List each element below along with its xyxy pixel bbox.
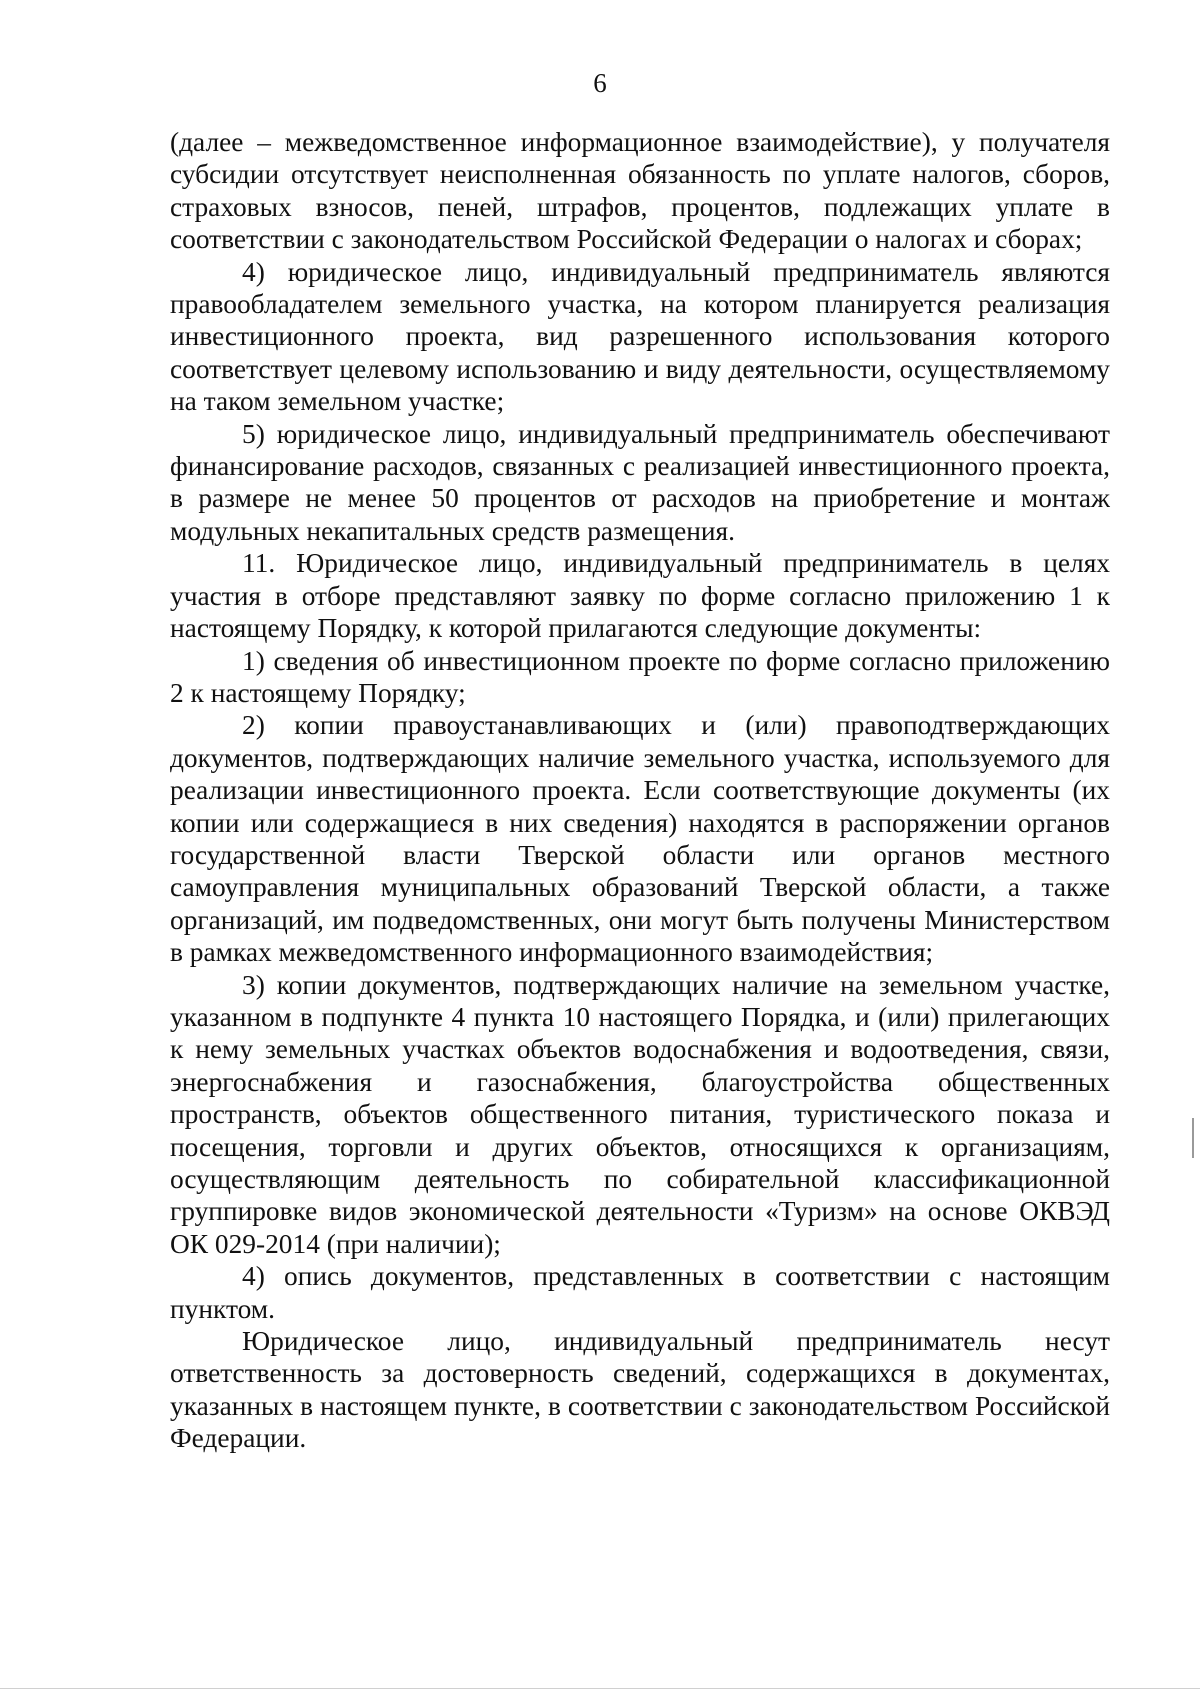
paragraph-item-5-financing: 5) юридическое лицо, индивидуальный предприниматель обеспечивают финансирование расходов, связанных с реализацией инвестиционного проекта, в размере не менее 50 процентов от расходов на приобретение и монтаж модульных некапитальных средств размещения. bbox=[170, 418, 1110, 546]
paragraph-responsibility: Юридическое лицо, индивидуальный предприниматель несут ответственность за достоверность сведений, содержащихся в документах, указанных в настоящем пункте, в соответствии с законодательством Российской Федерации. bbox=[170, 1326, 1110, 1454]
paragraph-doc-2-land-documents: 2) копии правоустанавливающих и (или) правоподтверждающих документов, подтверждающих наличие земельного участка, используемого для реализации инвестиционного проекта. Если соответствующие документы (их копии или содержащиеся в них сведения) находятся в распоряжении органов государственной власти Тверской области или органов местного самоуправления муниципальных образований Тверской области, а также организаций, им подведомственных, они могут быть получены Министерством в рамках межведомственного информационного взаимодействия; bbox=[170, 710, 1110, 968]
paragraph-doc-3-infrastructure: 3) копии документов, подтверждающих наличие на земельном участке, указанном в подпункте 4 пункта 10 настоящего Порядка, и (или) прилегающих к нему земельных участках объектов водоснабжения и водоотведения, связи, энергоснабжения и газоснабжения, благоустройства общественных пространств, объектов общественного питания, туристического показа и посещения, торговли и других объектов, относящихся к организациям, осуществляющим деятельность по собирательной классификационной группировке видов экономической деятельности «Туризм» на основе ОКВЭД ОК 029-2014 (при наличии); bbox=[170, 969, 1110, 1259]
document-body bbox=[170, 126, 1110, 1455]
paragraph-clause-11: 11. Юридическое лицо, индивидуальный предприниматель в целях участия в отборе представляют заявку по форме согласно приложению 1 к настоящему Порядку, к которой прилагаются следующие документы: bbox=[170, 548, 1110, 644]
scan-bottom-edge bbox=[0, 1688, 1200, 1689]
paragraph-item-4-land-rights: 4) юридическое лицо, индивидуальный предприниматель являются правообладателем земельного участка, на котором планируется реализация инвестиционного проекта, вид разрешенного использования которого соответствует целевому использованию и виду деятельности, осуществляемому на таком земельном участке; bbox=[170, 256, 1110, 417]
scan-edge-mark bbox=[1192, 1118, 1194, 1158]
page-number: 6 bbox=[593, 68, 607, 98]
paragraph-doc-1-project-info: 1) сведения об инвестиционном проекте по форме согласно приложению 2 к настоящему Порядку; bbox=[170, 645, 1110, 708]
paragraph-intro-continuation: (далее – межведомственное информационное взаимодействие), у получателя субсидии отсутствует неисполненная обязанность по уплате налогов, сборов, страховых взносов, пеней, штрафов, процентов, подлежащих уплате в соответствии с законодательством Российской Федерации о налогах и сборах; bbox=[170, 127, 1110, 255]
paragraph-doc-4-inventory: 4) опись документов, представленных в соответствии с настоящим пунктом. bbox=[170, 1261, 1110, 1324]
